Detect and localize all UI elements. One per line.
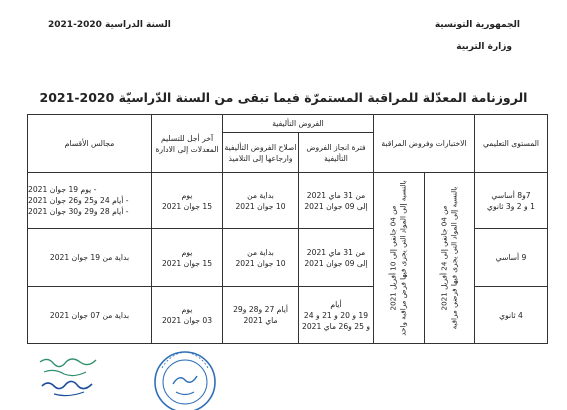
table-row-deadline: يوم 15 جوان 2021 — [161, 247, 213, 268]
table-row-deadline: يوم 03 جوان 2021 — [161, 305, 213, 325]
table-row-completion: أيام 19 و 20 و 21 و 24 و 25 و26 ماي 2021 — [302, 299, 371, 331]
signature-icon — [34, 350, 106, 402]
header-exams: الاختبارات وفروض المراقبة — [381, 139, 467, 148]
table-row-completion: من 31 ماي 2021 إلى 09 جوان 2021 — [304, 247, 368, 268]
header-level: المستوى التعليمي — [482, 139, 540, 148]
table-row-councils: بداية من 07 جوان 2021 — [49, 310, 130, 320]
header-deadline: آخر أجل للتسليم المعدلات إلى الادارة — [155, 133, 219, 154]
table-row-level: 9 أساسي — [495, 253, 527, 262]
exams-note-one-test: من 04 جانفي إلى 10 أفريل 2021 بالنسبة إلى المواد التي يجرى فيها فرض مراقبة واحد — [389, 180, 408, 336]
header-councils: مجالس الأقسام — [64, 139, 115, 148]
official-stamp-icon — [148, 344, 222, 410]
table-row-deadline: يوم 15 جوان 2021 — [161, 190, 213, 211]
table-row-completion: من 31 ماي 2021 إلى 09 جوان 2021 — [304, 190, 368, 211]
document-title: الروزنامة المعدّلة للمراقبة المستمرّة فيما تبقى من السنة الدّراسيّة 2020-2021 — [39, 90, 528, 105]
table-row-correction: أيام 27 و28 و29 ماي 2021 — [233, 305, 288, 325]
exams-note-two-tests: من 04 جانفي إلى 24 أفريل 2021 بالنسبة إلى المواد التي يجرى فيها فرضي مراقبة — [439, 186, 459, 330]
table-row-level: 7و8 أساسي 1 و 2 و3 ثانوي — [487, 190, 535, 211]
header-completion: فترة انجاز الفروض التأليفية — [306, 142, 366, 163]
header-assignments-group: الفروض التأليفية — [272, 119, 324, 128]
table-row-correction: بداية من 10 جوان 2021 — [235, 247, 286, 268]
school-year-label: السنة الدراسية 2020-2021 — [48, 20, 171, 30]
republic-label: الجمهورية التونسية — [434, 20, 520, 30]
ministry-label: وزارة التربية — [456, 42, 512, 52]
header-correction: اصلاح الفروض التأليفية وارجاعها إلى التلاميذ — [224, 142, 297, 163]
table-row-level: 4 ثانوي — [499, 310, 523, 320]
table-row-councils: بداية من 19 جوان 2021 — [49, 253, 130, 262]
table-row-correction: بداية من 10 جوان 2021 — [235, 190, 286, 211]
table-row-councils: - يوم 19 جوان 2021 - أيام 24 و25 و26 جوان 2021 - أيام 28 و29 و30 جوان 2021 — [28, 185, 129, 216]
